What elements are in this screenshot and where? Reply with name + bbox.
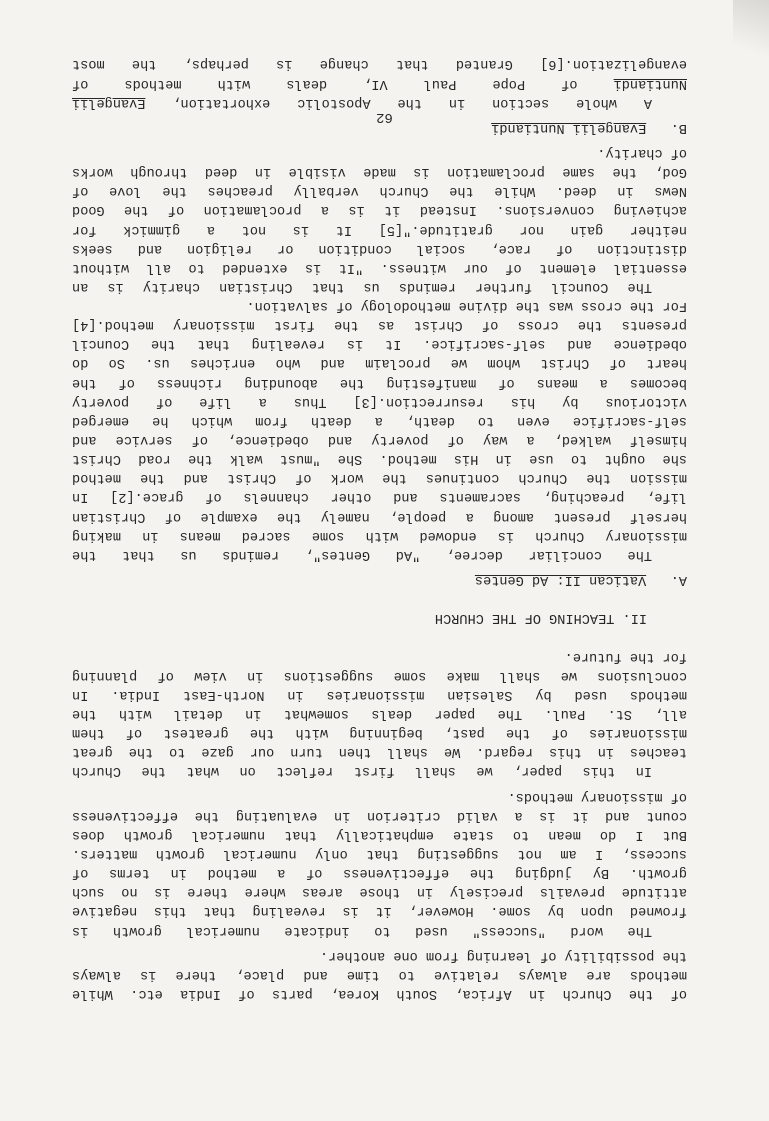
text-line: the possibility of learning from one another. <box>319 947 687 963</box>
text-line: of charity. <box>597 144 687 160</box>
text-line: methods are always relative to time and place, there is always <box>72 966 687 982</box>
text-line: herself present among a people, namely the example of Christian <box>72 508 687 524</box>
text-line: A whole section in the Apostolic exhortation, Evangelii <box>72 94 652 110</box>
text-line: growth. By judging the effectiveness of a method in terms of <box>72 865 687 881</box>
text-line: attitude prevails precisely in those areas where there is no such <box>72 884 687 900</box>
subsection-marker: B. <box>670 119 687 135</box>
text-line: of missionary methods. <box>507 788 687 804</box>
text-line: conclusions we shall make some suggestions in view of planning <box>72 667 687 683</box>
text-line: The conciliar decree, "Ad Gentes", reminds us that the <box>72 546 652 562</box>
paragraph-paper <box>72 646 687 780</box>
text-line: achieving conversions. Instead it is a proclamation of the Good <box>72 202 687 218</box>
text-line: neither gain nor gratitude."[5] It is not a gimmick for <box>72 221 687 237</box>
text-line: God, the same proclamation is made visible in deed through works <box>72 164 687 180</box>
text-line: all, St. Paul. The paper deals somewhat in detail with the <box>72 706 687 722</box>
text-line: heart of Christ whom we proclaim and who enriches us. So do <box>72 355 687 371</box>
text-line: for the future. <box>564 648 687 664</box>
paragraph-success <box>72 786 687 939</box>
text-line: presents the cross of Christ as the first missionary method.[4] <box>72 317 687 333</box>
subsection-title: Vatican II: Ad Gentes <box>474 572 647 588</box>
paragraph-charity <box>72 143 687 296</box>
text-line: missionary Church is endowed with some sacred means in making <box>72 527 687 543</box>
text-line: self-sacrifice even to death, a death from which he emerged <box>72 412 687 428</box>
text-line: For the cross was the divine methodology of salvation. <box>246 298 687 314</box>
text-line: essential element of our witness. "It is extended to all without <box>72 259 687 275</box>
document-title: Nuntiandi <box>613 75 687 91</box>
text-line: But I do mean to state emphatically that numerical growth does <box>72 826 687 842</box>
document-title: Evangelii <box>72 94 146 110</box>
text-line: count and it is a valid criterion in evaluating the effectiveness <box>72 807 687 823</box>
subsection-marker: A. <box>670 572 687 588</box>
text-line: teaches in this regard. We shall then turn our gaze to the great <box>72 744 687 760</box>
text-line: missionaries of the past, beginning with the greatest of them <box>72 725 687 741</box>
text-line: In this paper, we shall first reflect on what the Church <box>72 763 652 779</box>
text-line: she ought to use in His method. She "must walk the road Christ <box>72 451 687 467</box>
text-line: life, preaching, sacraments and other channels of grace.[2] In <box>72 489 687 505</box>
body-text <box>72 54 687 1003</box>
text-line: methods used by Salesian missionaries in North-East India. In <box>72 686 687 702</box>
text-line: evangelization.[6] Granted that change is perhaps, the most <box>72 56 687 72</box>
page-number: 62 <box>376 109 393 125</box>
text-line: distinction of race, social condition or religion and seeks <box>72 240 687 256</box>
text-line: obedience and self-sacrifice. It is revealing that the Council <box>72 336 687 352</box>
text-line: becomes a means of manifesting the abounding richness of the <box>72 374 687 390</box>
text-line: The Council further reminds us that Christian charity is an <box>72 278 652 294</box>
text-line: success, I am not suggesting that only numerical growth matters. <box>72 846 687 862</box>
section-heading: II. TEACHING OF THE CHURCH <box>434 610 647 626</box>
text-line: of the Church in Africa, South Korea, parts of India etc. While <box>72 986 687 1001</box>
subsection-a-heading <box>72 570 687 589</box>
text-line: victorious by his resurrection.[3] Thus a life of poverty <box>72 393 687 409</box>
paragraph-evangelii <box>72 54 687 111</box>
text-line: News in deed. While the Church verbally preaches the love of <box>72 183 687 199</box>
text-line: himself walked, a way of poverty and obedience, of service and <box>72 432 687 448</box>
subsection-title: Evangelii Nuntiandi <box>491 119 647 135</box>
text-line: frowned upon by some. However, it is revealing that this negative <box>72 903 687 919</box>
text-line: The word "success" used to indicate numerical growth is <box>72 922 652 938</box>
text-line: Nuntiandi of Pope Paul VI, deals with methods of <box>72 75 687 91</box>
text-line: mission the Church continues the work of Christ and the method <box>72 470 687 486</box>
paragraph-ad-gentes <box>72 296 687 564</box>
